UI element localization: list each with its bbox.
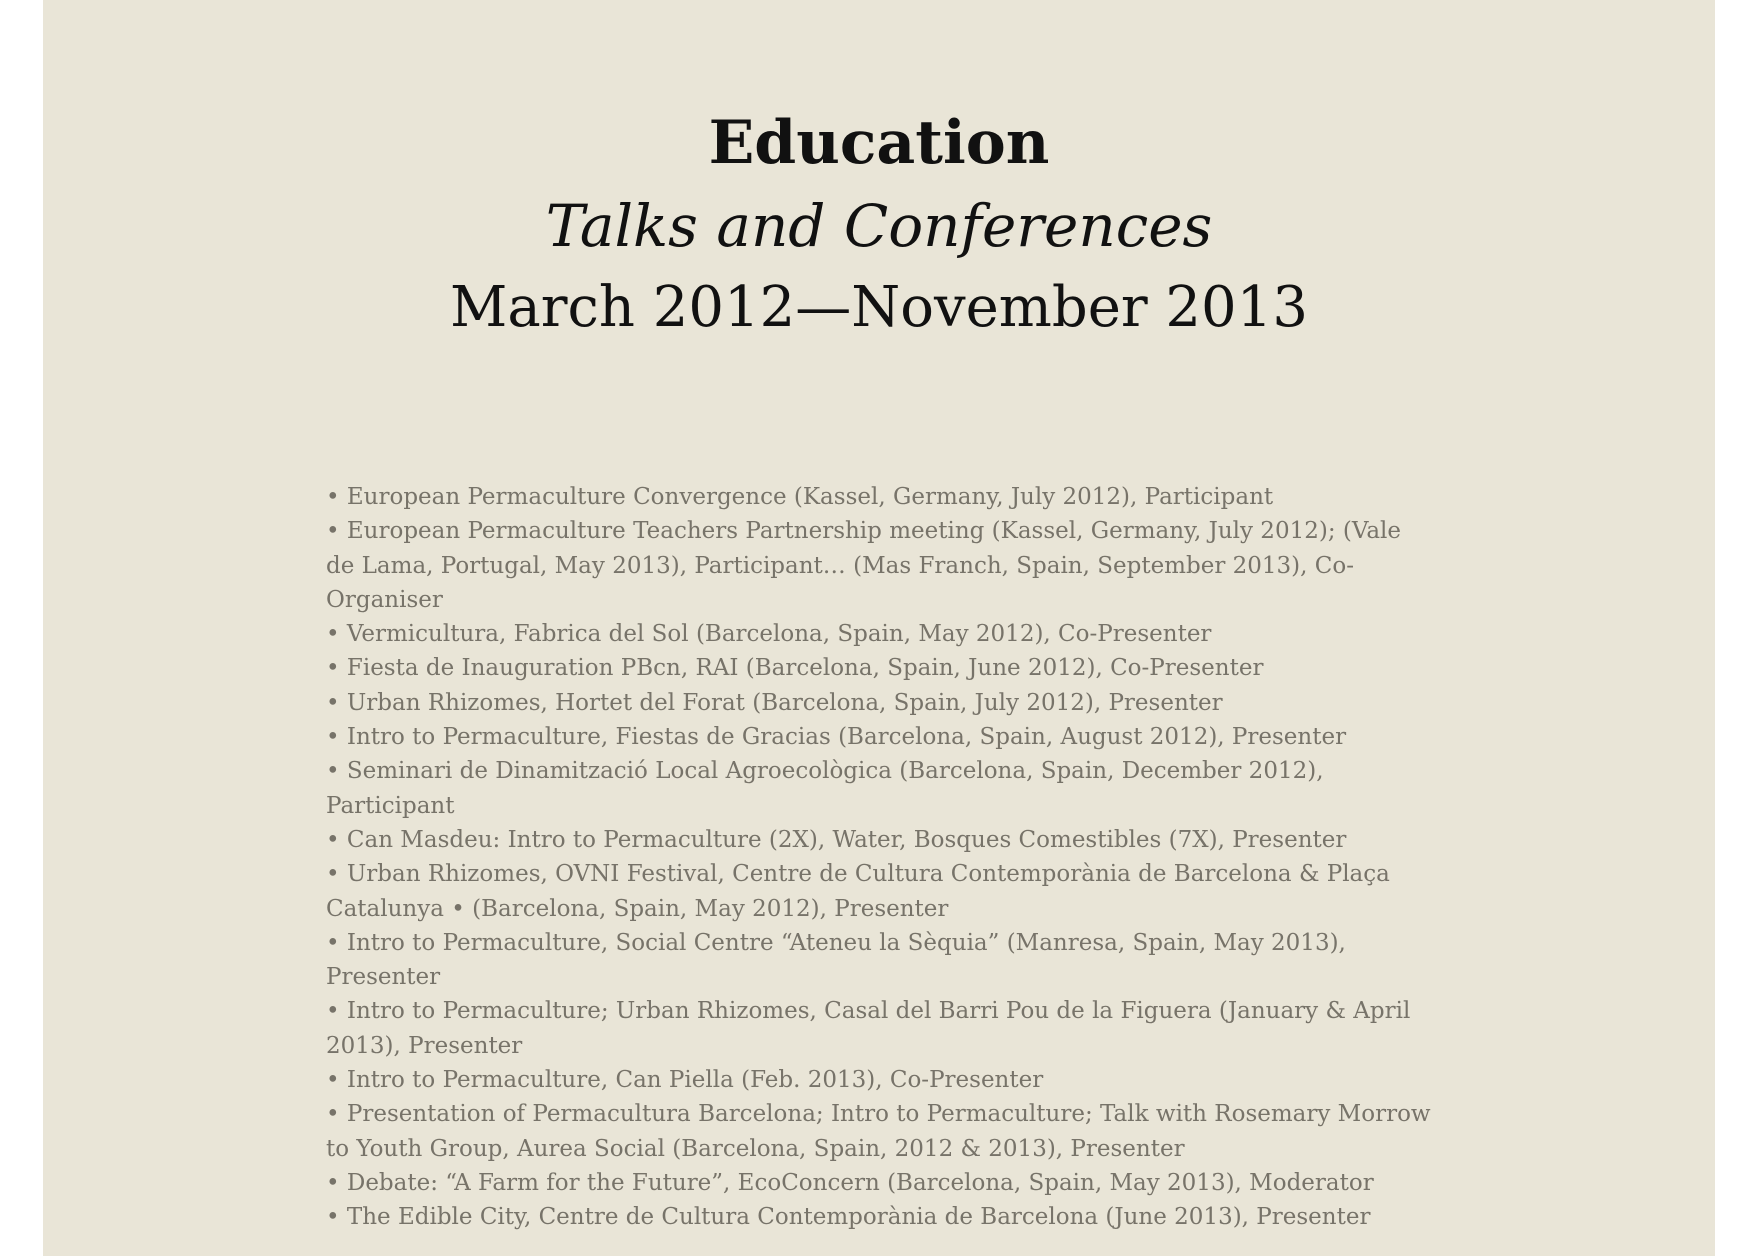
page-title: Education [708,108,1050,178]
slide-page [43,0,1715,1256]
list-item: • Intro to Permaculture, Social Centre “Ateneu la Sèquia” (Manresa, Spain, May 2013), Presenter [326,929,1346,991]
list-item: • The Edible City, Centre de Cultura Contemporània de Barcelona (June 2013), Presenter [326,1204,1371,1231]
list-item: • Intro to Permaculture; Urban Rhizomes, Casal del Barri Pou de la Figuera (January & April 2013), Presenter [326,998,1411,1059]
list-item: • Intro to Permaculture, Fiestas de Gracias (Barcelona, Spain, August 2012), Presenter [326,724,1347,751]
list-item: • Intro to Permaculture, Can Piella (Feb. 2013), Co-Presenter [326,1067,1044,1094]
slide-header [43,108,1715,350]
list-item: • Urban Rhizomes, OVNI Festival, Centre de Cultura Contemporània de Barcelona & Plaça Catalunya • (Barcelona, Spain, May 2012), Presenter [326,861,1390,922]
list-item: • Urban Rhizomes, Hortet del Forat (Barcelona, Spain, July 2012), Presenter [326,689,1223,716]
list-item: • Can Masdeu: Intro to Permaculture (2X), Water, Bosques Comestibles (7X), Presenter [326,826,1347,853]
list-item: • Fiesta de Inauguration PBcn, RAI (Barcelona, Spain, June 2012), Co-Presenter [326,655,1264,682]
talks-list [326,480,1436,1235]
list-item: • European Permaculture Teachers Partnership meeting (Kassel, Germany, July 2012); (Vale de Lama, Portugal, May 2013), Participant… (Mas Franch, Spain, September 2013), Co-Organiser [326,518,1402,613]
list-item: • Debate: “A Farm for the Future”, EcoConcern (Barcelona, Spain, May 2013), Moderator [326,1169,1374,1196]
list-item: • Seminari de Dinamització Local Agroecològica (Barcelona, Spain, December 2012), Participant [326,758,1324,819]
list-item: • European Permaculture Convergence (Kassel, Germany, July 2012), Participant [326,484,1274,510]
date-range: March 2012—November 2013 [450,275,1308,340]
page-subtitle: Talks and Conferences [545,192,1213,260]
list-item: • Vermicultura, Fabrica del Sol (Barcelona, Spain, May 2012), Co-Presenter [326,621,1212,648]
list-item: • Presentation of Permacultura Barcelona; Intro to Permaculture; Talk with Rosemary Morrow to Youth Group, Aurea Social (Barcelona, Spain, 2012 & 2013), Presenter [326,1101,1431,1162]
